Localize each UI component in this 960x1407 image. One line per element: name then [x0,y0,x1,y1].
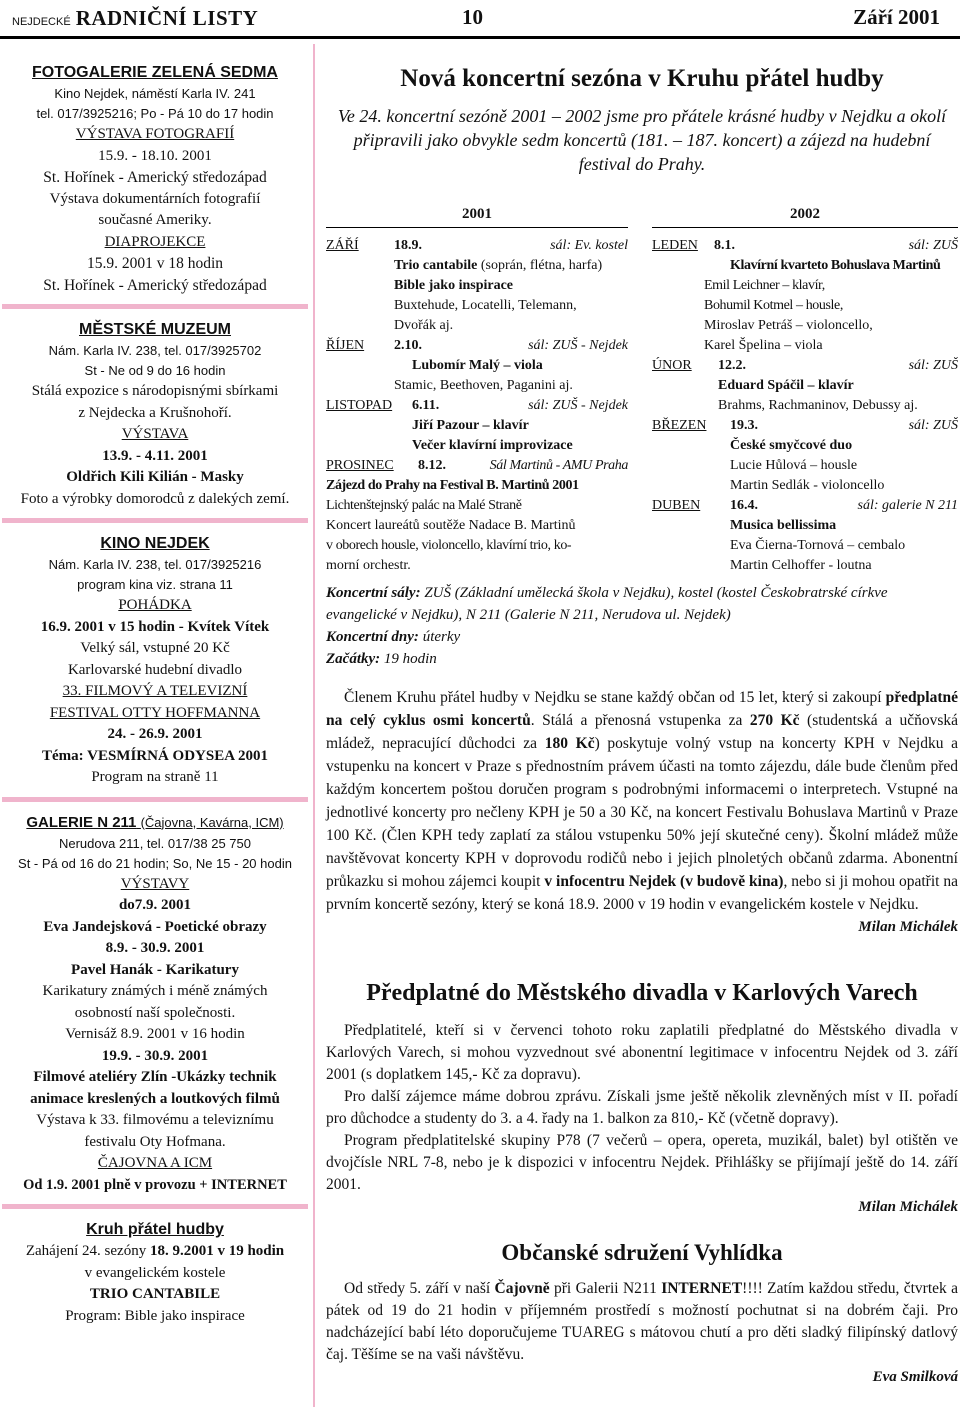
concert-detail [326,256,628,276]
masthead-title: RADNIČNÍ LISTY [75,6,259,30]
kino-theatre: Karlovarské hudební divadlo [67,661,243,678]
cajovna-label: ČAJOVNA A ICM [97,1155,213,1171]
concert-program: Bible jako inspirace [394,278,514,293]
concert-detail: morní orchestr. [326,558,411,573]
concert-program: Večer klavírní improvizace [412,438,573,453]
theatre-title: Předplatné do Městského divadla v Karlových Varech [366,980,918,1006]
concert-date: 8.1. [714,238,735,253]
text-run: , nebo si ji mohou opatřit na prvním koncertě sezóny, který se koná 18.9. 2000 v 19 hodin v evangelickém kostele v Nejdku. [326,873,958,913]
schedule-2001 [326,206,628,576]
fotogalerie-tel: tel. 017/3925216; Po - Pá 10 do 17 hodin [36,106,274,121]
galerie-desc: osobností naší společnosti. [74,1004,236,1021]
galerie-subtitle: (Čajovna, Kavárna, ICM) [140,814,284,830]
concert-days [326,626,958,648]
concert-performer: Lucie Hůlová – housle [730,458,858,473]
kruh-season: Zahájení 24. sezóny [25,1243,147,1259]
galerie-exhibit: Eva Jandejsková - Poetické obrazy [43,918,267,935]
concert-performer: Lubomír Malý – viola [412,358,543,373]
article-lead: Ve 24. koncertní sezóně 2001 – 2002 jsme pro přátele krásné hudby v Nejdku a okolí připravili jako obvykle sedm koncertů (181. – 187. koncert) a zájezd na hudební festival do Prahy. [337,106,947,174]
concert-date: 16.4. [730,498,758,513]
concert-row [326,396,628,416]
days-label: Koncertní dny: [326,629,419,645]
signature: Milan Michálek [858,919,958,935]
galerie-title [2,812,308,834]
theatre-article [326,1020,958,1218]
events-sidebar [2,62,308,1327]
fotogalerie-title: FOTOGALERIE ZELENÁ SEDMA [32,64,278,81]
concert-performer: Miroslav Petráš – violoncello, [704,318,873,333]
text-run: při Galerii N211 [554,1280,657,1297]
fotogalerie-address: Kino Nejdek, náměstí Karla IV. 241 [54,86,256,101]
kruh-place: v evangelickém kostele [84,1264,226,1281]
fotogalerie-desc: současné Ameriky. [98,212,212,228]
masthead [12,6,258,31]
text-run-bold: předplatné na celý cyklus osmi koncertů [326,689,958,729]
concert-halls [326,582,958,626]
concert-date: 2.10. [394,338,422,353]
galerie-address: Nerudova 211, tel. 017/38 25 750 [58,835,252,851]
concert-detail: Koncert laureátů soutěže Nadace B. Martinů [326,518,576,533]
concert-performer: Bohumil Kotmel – housle, [704,298,843,313]
days-text: úterky [422,629,461,645]
galerie-hours: St - Pá od 16 do 21 hodin; So, Ne 15 - 20 hodin [18,855,292,871]
concert-hall: sál: galerie N 211 [857,498,958,513]
issue-date: Září 2001 [853,5,940,29]
muzeum-desc: z Nejdecka a Krušnohoří. [78,404,232,421]
concert-trip: Zájezd do Prahy na Festival B. Martinů 2001 [326,478,579,493]
concert-date: 6.11. [412,398,440,413]
masthead-prefix: NEJDECKÉ [12,16,71,28]
schedule-2002 [652,206,958,576]
kruh-program: Program: Bible jako inspirace [65,1307,245,1324]
theatre-text: Předplatitelé, kteří si v červenci tohoto roku zaplatili předplatné do Městského divadla v Karlových Varech, si mohou vyzvednout své abonentní legitimace v infocentru Nejdek od 3. září 2001 (s doplatkem 145,- Kč za dopravu). [326,1022,958,1083]
year-heading: 2002 [790,206,820,222]
kino-title: KINO NEJDEK [100,535,210,552]
kino-festival-theme: Téma: VESMÍRNÁ ODYSEA 2001 [42,747,268,764]
galerie-exhibit: Pavel Hanák - Karikatury [71,961,239,978]
concert-composers: Dvořák aj. [394,318,454,333]
kino-program-page: Program na straně 11 [91,769,219,785]
kruh-date: 18. 9.2001 v 19 hodin [149,1243,285,1259]
muzeum-date: 13.9. - 4.11. 2001 [102,447,208,464]
galerie-desc: festivalu Oty Hofmana. [84,1133,226,1150]
text-run: (studentská a učňovská mládež, nepracující důchodci za [326,712,959,752]
concert-composers: Brahms, Rachmaninov, Debussy aj. [718,398,918,413]
concert-month: LISTOPAD [326,398,393,413]
membership-text [326,686,958,916]
concert-info [326,582,958,670]
kino-festival: 33. FILMOVÝ A TELEVIZNÍ [62,683,248,699]
concert-ensemble: Musica bellissima [730,518,837,533]
concert-performer: Martin Sedlák - violoncello [730,478,885,493]
concert-ensemble: České smyčcové duo [730,438,853,453]
text-run-bold: 180 Kč [544,735,595,752]
galerie-label: VÝSTAVY [120,875,190,892]
kruh-title: Kruh přátel hudby [86,1221,224,1238]
section-divider [2,1204,308,1209]
fotogalerie-desc: Výstava dokumentárních fotografií [49,190,261,207]
concert-venue: Lichtenštejnský palác na Malé Straně [326,498,522,513]
kino-festival-date: 24. - 26.9. 2001 [107,726,203,742]
theatre-text: Pro další zájemce máme dobrou zprávu. Získali jsme ještě několik zlevněných míst v II. pořadí pro důchodce a studenty do 3. a 4. řady na 1. balkon za 810,- Kč (včetně dopravy). [326,1088,958,1127]
section-divider [2,304,308,309]
concert-month: DUBEN [652,498,701,513]
concert-month: ÚNOR [652,358,692,373]
concert-start [326,648,958,670]
theatre-text: Program předplatitelské skupiny P78 (7 večerů – opera, opereta, muzikál, balet) byl otištěn ve dvojčísle NRL 7-8, nebo je k dispozici v infocentru Nejdek. Přihlášky se přijímají ještě do 14. září 2001. [326,1132,958,1193]
kino-event: 16.9. 2001 v 15 hodin - Kvítek Vítek [40,618,270,635]
text-run-bold: INTERNET [661,1280,743,1297]
diaprojekce-label: DIAPROJEKCE [104,233,206,250]
galerie-desc: Karikatury známých i méně známých [42,983,268,999]
header-rule [0,36,960,39]
concert-hall: Sál Martinů - AMU Praha [489,458,628,473]
galerie-date: do7.9. 2001 [118,897,192,913]
concert-month: ŘÍJEN [326,338,365,353]
concert-row [326,236,628,256]
section-divider [2,518,308,523]
kino-address: Nám. Karla IV. 238, tel. 017/3925216 [48,557,262,572]
concert-performer: Eva Čierna-Tornová – cembalo [730,538,906,553]
concert-performer: Emil Leichner – klavír, [704,278,825,293]
concert-row [652,236,958,256]
concert-performer: Martin Celhoffer - loutna [730,558,872,573]
vyhlidka-title: Občanské sdružení Vyhlídka [501,1240,783,1265]
text-run: Od středy 5. září v naší [344,1280,491,1297]
concert-row [326,336,628,356]
fotogalerie-label: VÝSTAVA FOTOGRAFIÍ [75,126,235,142]
cajovna-note: Od 1.9. 2001 plně v provozu + INTERNET [23,1176,287,1193]
galerie-exhibit: Filmové ateliéry Zlín -Ukázky technik [33,1069,277,1085]
text-run: ) poskytuje volný vstup na koncerty KPH v Nejdku a vstupenku na koncert v Praze s přednostním právem účasti na tomto zájezdu, dále bude členům před každým koncertem poštou doručen program s podrobnými informacemi o interpretech. Vstupné na jednotlivé koncerty pro nečleny KPH je 50 a 30 Kč, na koncert Festivalu Bohuslava Martinů v Praze 100 Kč. (Člen KPH tedy zaplatí za stálou vstupenku 50% její skutečné ceny). Školní mládež může navštěvovat koncerty KPH v doprovodu rodičů nebo i jejich plnoletých občanů zdarma. Abonentní průkazku si mohou zájemci koupit [326,735,958,890]
muzeum-desc: Foto a výrobky domorodců z dalekých zemí. [20,490,290,507]
concert-hall: sál: ZUŠ [908,238,958,253]
vyhlidka-article [326,1278,958,1388]
concert-composers: Stamic, Beethoven, Paganini aj. [394,378,573,393]
concert-row [652,496,958,516]
kruh-line [2,1241,308,1263]
section-divider [2,797,308,802]
concert-date: 12.2. [718,358,746,373]
galerie-date: 8.9. - 30.9. 2001 [105,940,205,956]
halls-label: Koncertní sály: [326,585,421,601]
concert-row [326,456,628,476]
galerie-desc: Vernisáž 8.9. 2001 v 16 hodin [65,1026,245,1042]
text-run: . Stálá a přenosná vstupenka za [530,712,743,729]
concert-hall: sál: ZUŠ - Nejdek [528,398,628,413]
concert-date: 19.3. [730,418,758,433]
article-title: Nová koncertní sezóna v Kruhu přátel hudby [400,65,884,92]
membership-paragraph [326,686,958,939]
muzeum-title: MĚSTSKÉ MUZEUM [79,321,231,338]
galerie-desc: Výstava k 33. filmovému a televiznímu [36,1112,274,1128]
concert-row [652,356,958,376]
concert-hall: sál: ZUŠ [908,358,958,373]
signature: Eva Smilková [872,1369,958,1385]
concert-hall: sál: Ev. kostel [550,238,628,253]
concert-month: PROSINEC [326,458,394,473]
concert-date: 18.9. [394,238,422,253]
text-run-bold: v infocentru Nejdek (v budově kina) [544,873,784,890]
text-run: Členem Kruhu přátel hudby v Nejdku se stane každý občan od 15 let, který si zakoupí [344,689,882,706]
concert-instruments: (soprán, flétna, harfa) [480,258,603,273]
concert-hall: sál: ZUŠ [908,418,958,433]
diaprojekce-date: 15.9. 2001 v 18 hodin [86,255,224,272]
kino-label: POHÁDKA [118,597,192,613]
concert-performer: Jiří Pazour – klavír [412,418,529,433]
concert-performer: Karel Špelina – viola [704,338,823,353]
page-header [0,0,960,36]
concert-month: LEDEN [652,238,698,253]
concert-performer: Eduard Spáčil – klavír [718,378,854,393]
kino-place: Velký sál, vstupné 20 Kč [80,640,230,656]
page-number: 10 [462,5,483,29]
galerie-exhibit: animace kreslených a loutkových filmů [30,1090,280,1107]
muzeum-exhibit: Oldřich Kili Kilián - Masky [66,469,244,485]
concert-date: 8.12. [418,458,446,473]
main-article [326,62,959,1385]
text-run-bold: 270 Kč [749,712,800,729]
concert-detail: v oborech housle, violoncello, klavírní trio, ko- [326,538,572,553]
text-run-bold: Čajovně [494,1280,550,1297]
concert-month: BŘEZEN [652,418,707,433]
muzeum-label: VÝSTAVA [121,426,189,442]
year-heading: 2001 [462,206,492,222]
text-run: !!!! Zatím každou středu, čtvrtek a pátek od 19 do 21 hodin v příjemném prostředí s možností pochutnat si na dobrém čaji. Pro nadcházející babí léto doporučujeme TUAREG s mátovou chutí a pro děti sladký filipínský datlový čaj. Těšíme se na vaši návštěvu. [326,1280,959,1363]
concert-ensemble: Trio cantabile [394,258,478,273]
start-text: 19 hodin [383,651,437,667]
vyhlidka-text [326,1278,958,1366]
diaprojekce-author: St. Hořínek - Americký středozápad [43,276,267,294]
muzeum-address: Nám. Karla IV. 238, tel. 017/3925702 [48,343,262,358]
start-label: Začátky: [326,651,381,667]
galerie-date: 19.9. - 30.9. 2001 [101,1047,209,1064]
concert-composers: Buxtehude, Locatelli, Telemann, [394,298,577,313]
fotogalerie-author: St. Hořínek - Americký středozápad [43,169,267,186]
concert-row [652,416,958,436]
concert-hall: sál: ZUŠ - Nejdek [528,338,628,353]
muzeum-desc: Stálá expozice s národopisnými sbírkami [31,383,279,399]
muzeum-hours: St - Ne od 9 do 16 hodin [84,363,226,378]
fotogalerie-date: 15.9. - 18.10. 2001 [98,147,212,164]
kino-program-note: program kina viz. strana 11 [77,577,233,592]
halls-text: ZUŠ (Základní umělecká škola v Nejdku), kostel (kostel Českobratrské církve evangelické v Nejdku), N 211 (Galerie N 211, Nerudova ul. Nejdek) [326,585,888,623]
column-divider [313,44,315,1407]
galerie-name: GALERIE N 211 [26,813,137,831]
concert-ensemble: Klavírní kvarteto Bohuslava Martinů [730,258,941,273]
kino-festival: FESTIVAL OTTY HOFFMANNA [49,704,261,721]
concert-month: ZÁŘÍ [326,238,359,253]
kruh-ensemble: TRIO CANTABILE [89,1286,221,1302]
signature: Milan Michálek [858,1199,958,1215]
